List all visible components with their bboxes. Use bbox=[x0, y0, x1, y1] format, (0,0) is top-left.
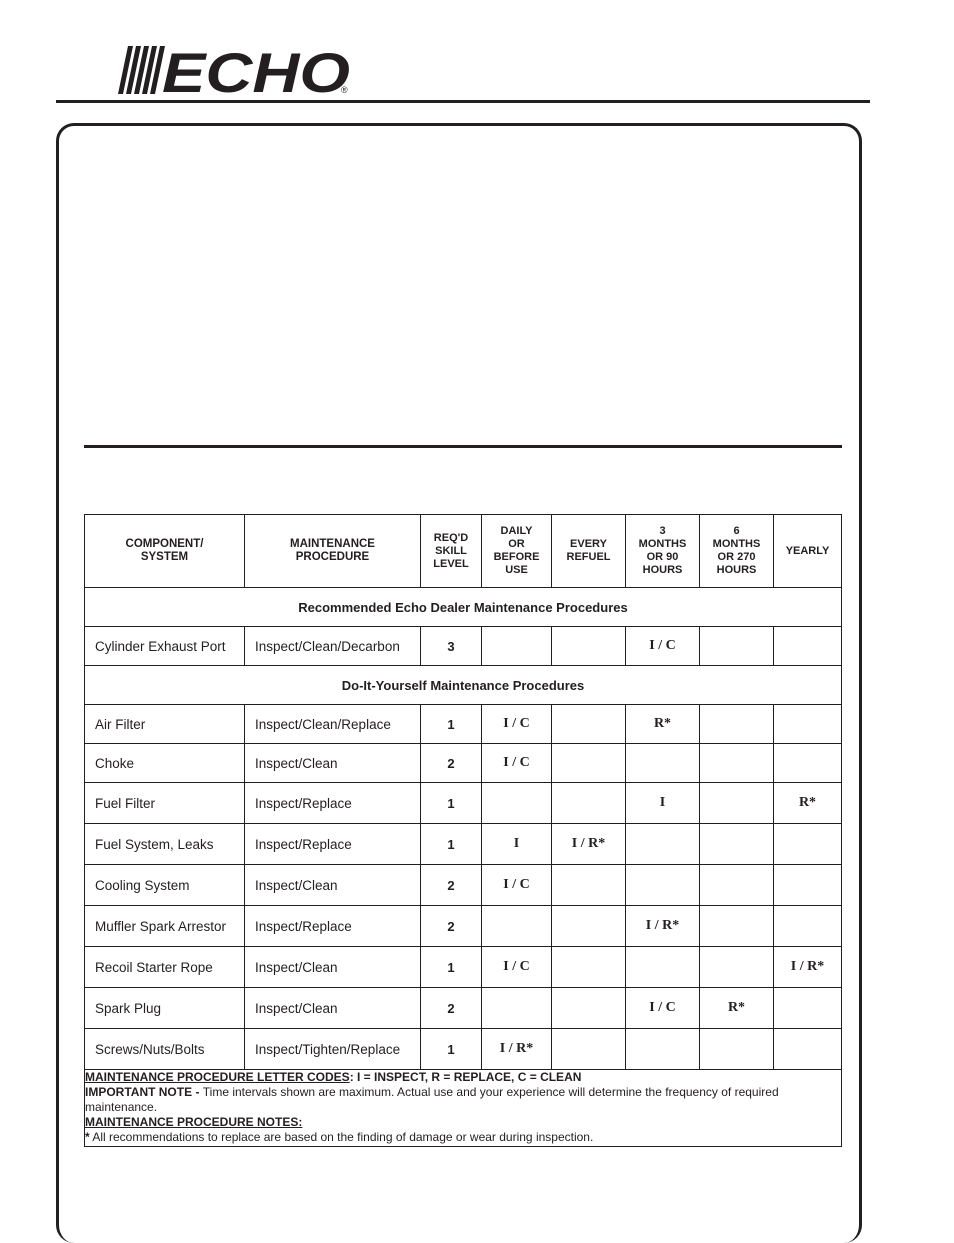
refuel-cell bbox=[552, 744, 626, 783]
refuel-cell bbox=[552, 906, 626, 947]
daily-cell: I / C bbox=[482, 865, 552, 906]
component-cell: Cylinder Exhaust Port bbox=[85, 627, 245, 666]
yearly-cell bbox=[774, 906, 842, 947]
yearly-cell bbox=[774, 988, 842, 1029]
procedure-cell: Inspect/Replace bbox=[245, 783, 421, 824]
registered-mark: ® bbox=[341, 85, 348, 95]
table-row bbox=[85, 627, 842, 666]
section-title: Do-It-Yourself Maintenance Procedures bbox=[85, 666, 842, 705]
3-months-cell: I / C bbox=[626, 988, 700, 1029]
procedure-cell: Inspect/Clean/Decarbon bbox=[245, 627, 421, 666]
yearly-cell: I / R* bbox=[774, 947, 842, 988]
header-3-months: 3 MONTHS OR 90 HOURS bbox=[626, 515, 700, 588]
6-months-cell bbox=[700, 744, 774, 783]
daily-cell bbox=[482, 627, 552, 666]
refuel-cell bbox=[552, 865, 626, 906]
skill-cell: 2 bbox=[421, 865, 482, 906]
letter-codes-label: MAINTENANCE PROCEDURE LETTER CODES bbox=[85, 1070, 350, 1084]
refuel-cell bbox=[552, 705, 626, 744]
3-months-cell bbox=[626, 824, 700, 865]
skill-cell: 2 bbox=[421, 906, 482, 947]
table-row bbox=[85, 744, 842, 783]
daily-cell bbox=[482, 988, 552, 1029]
3-months-cell bbox=[626, 1029, 700, 1070]
daily-cell: I / C bbox=[482, 947, 552, 988]
notes-cell bbox=[85, 1070, 842, 1147]
echo-logo bbox=[114, 42, 356, 98]
skill-cell: 2 bbox=[421, 744, 482, 783]
3-months-cell bbox=[626, 744, 700, 783]
table-row bbox=[85, 824, 842, 865]
table-row bbox=[85, 906, 842, 947]
table-row bbox=[85, 783, 842, 824]
skill-cell: 2 bbox=[421, 988, 482, 1029]
6-months-cell bbox=[700, 824, 774, 865]
component-cell: Fuel System, Leaks bbox=[85, 824, 245, 865]
component-cell: Fuel Filter bbox=[85, 783, 245, 824]
component-cell: Spark Plug bbox=[85, 988, 245, 1029]
6-months-cell bbox=[700, 705, 774, 744]
skill-cell: 1 bbox=[421, 824, 482, 865]
important-note bbox=[85, 1085, 841, 1115]
procedure-cell: Inspect/Clean bbox=[245, 865, 421, 906]
maintenance-schedule-table bbox=[84, 514, 842, 1147]
asterisk-note bbox=[85, 1130, 841, 1145]
yearly-cell bbox=[774, 744, 842, 783]
letter-codes-text: : I = INSPECT, R = REPLACE, C = CLEAN bbox=[349, 1070, 582, 1084]
refuel-cell bbox=[552, 1029, 626, 1070]
table-row bbox=[85, 1029, 842, 1070]
header-row bbox=[85, 515, 842, 588]
3-months-cell: I bbox=[626, 783, 700, 824]
procedure-cell: Inspect/Replace bbox=[245, 824, 421, 865]
header-component: COMPONENT/ SYSTEM bbox=[85, 515, 245, 588]
skill-cell: 1 bbox=[421, 783, 482, 824]
procedure-cell: Inspect/Clean/Replace bbox=[245, 705, 421, 744]
procedure-notes-label: MAINTENANCE PROCEDURE NOTES: bbox=[85, 1115, 303, 1129]
daily-cell: I / R* bbox=[482, 1029, 552, 1070]
yearly-cell bbox=[774, 824, 842, 865]
procedure-cell: Inspect/Clean bbox=[245, 744, 421, 783]
asterisk-note-text: All recommendations to replace are based on the finding of damage or wear during inspection. bbox=[89, 1130, 594, 1144]
table-row bbox=[85, 705, 842, 744]
procedure-cell: Inspect/Tighten/Replace bbox=[245, 1029, 421, 1070]
daily-cell: I / C bbox=[482, 705, 552, 744]
table-row bbox=[85, 865, 842, 906]
asterisk-mark: * bbox=[85, 1130, 90, 1144]
6-months-cell: R* bbox=[700, 988, 774, 1029]
refuel-cell bbox=[552, 783, 626, 824]
section-row-diy bbox=[85, 666, 842, 705]
notes-row bbox=[85, 1070, 842, 1147]
component-cell: Choke bbox=[85, 744, 245, 783]
skill-cell: 1 bbox=[421, 947, 482, 988]
6-months-cell bbox=[700, 947, 774, 988]
section-title: Recommended Echo Dealer Maintenance Procedures bbox=[85, 588, 842, 627]
3-months-cell bbox=[626, 865, 700, 906]
refuel-cell bbox=[552, 947, 626, 988]
procedure-notes-line bbox=[85, 1115, 841, 1130]
yearly-cell: R* bbox=[774, 783, 842, 824]
header-daily: DAILY OR BEFORE USE bbox=[482, 515, 552, 588]
6-months-cell bbox=[700, 783, 774, 824]
refuel-cell bbox=[552, 627, 626, 666]
daily-cell bbox=[482, 783, 552, 824]
component-cell: Muffler Spark Arrestor bbox=[85, 906, 245, 947]
3-months-cell: R* bbox=[626, 705, 700, 744]
daily-cell: I / C bbox=[482, 744, 552, 783]
section-divider bbox=[84, 445, 842, 448]
header-rule bbox=[56, 100, 870, 103]
component-cell: Cooling System bbox=[85, 865, 245, 906]
skill-cell: 1 bbox=[421, 1029, 482, 1070]
procedure-cell: Inspect/Clean bbox=[245, 947, 421, 988]
yearly-cell bbox=[774, 705, 842, 744]
refuel-cell bbox=[552, 988, 626, 1029]
letter-codes-line bbox=[85, 1070, 841, 1085]
header-yearly: YEARLY bbox=[774, 515, 842, 588]
logo-wordmark: ECHO bbox=[162, 42, 350, 98]
skill-cell: 1 bbox=[421, 705, 482, 744]
3-months-cell: I / C bbox=[626, 627, 700, 666]
important-note-text: Time intervals shown are maximum. Actual use and your experience will determine the frequency of required maintenance. bbox=[85, 1085, 779, 1114]
component-cell: Recoil Starter Rope bbox=[85, 947, 245, 988]
6-months-cell bbox=[700, 906, 774, 947]
header-procedure: MAINTENANCE PROCEDURE bbox=[245, 515, 421, 588]
daily-cell: I bbox=[482, 824, 552, 865]
6-months-cell bbox=[700, 627, 774, 666]
table-row bbox=[85, 988, 842, 1029]
component-cell: Screws/Nuts/Bolts bbox=[85, 1029, 245, 1070]
header-6-months: 6 MONTHS OR 270 HOURS bbox=[700, 515, 774, 588]
section-row-dealer bbox=[85, 588, 842, 627]
component-cell: Air Filter bbox=[85, 705, 245, 744]
yearly-cell bbox=[774, 1029, 842, 1070]
skill-cell: 3 bbox=[421, 627, 482, 666]
6-months-cell bbox=[700, 1029, 774, 1070]
table-row bbox=[85, 947, 842, 988]
header-skill: REQ'D SKILL LEVEL bbox=[421, 515, 482, 588]
daily-cell bbox=[482, 906, 552, 947]
important-note-label: IMPORTANT NOTE - bbox=[85, 1085, 203, 1099]
procedure-cell: Inspect/Replace bbox=[245, 906, 421, 947]
header-refuel: EVERY REFUEL bbox=[552, 515, 626, 588]
3-months-cell bbox=[626, 947, 700, 988]
yearly-cell bbox=[774, 627, 842, 666]
yearly-cell bbox=[774, 865, 842, 906]
6-months-cell bbox=[700, 865, 774, 906]
3-months-cell: I / R* bbox=[626, 906, 700, 947]
procedure-cell: Inspect/Clean bbox=[245, 988, 421, 1029]
refuel-cell: I / R* bbox=[552, 824, 626, 865]
